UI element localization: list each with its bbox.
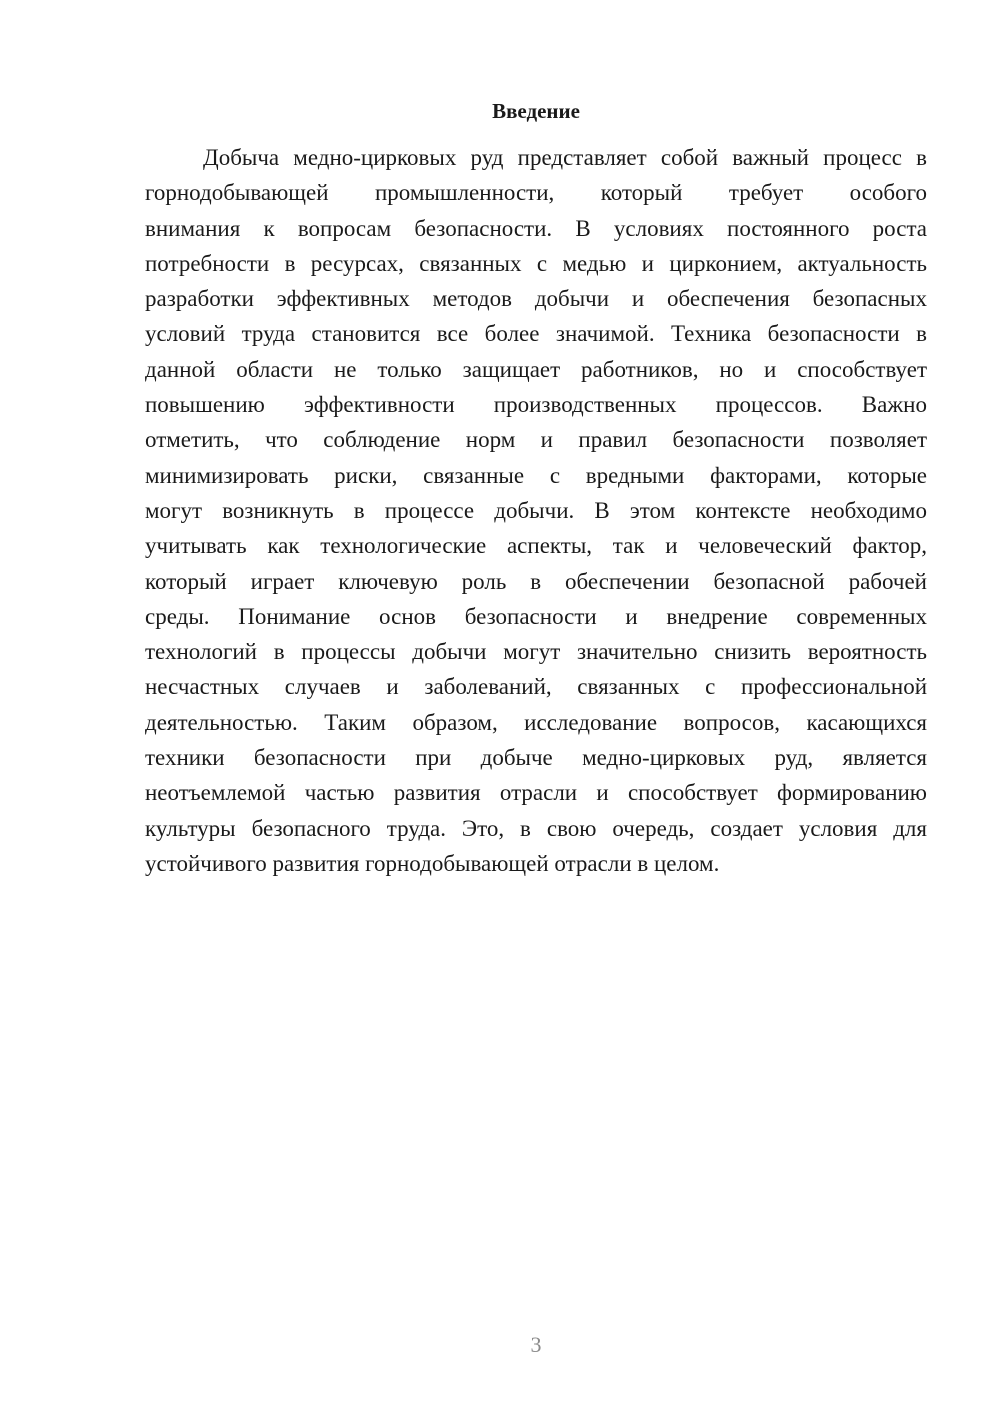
paragraph-line: культуры безопасного труда. Это, в свою очередь, создает условия для	[145, 815, 927, 841]
paragraph-line: могут возникнуть в процессе добычи. В этом контексте необходимо	[145, 497, 927, 523]
paragraph-line: устойчивого развития горнодобывающей отрасли в целом.	[145, 850, 720, 876]
paragraph-line: деятельностью. Таким образом, исследование вопросов, касающихся	[145, 709, 927, 735]
page-number: 3	[530, 1332, 542, 1357]
paragraph-line: технологий в процессы добычи могут значительно снизить вероятность	[145, 639, 927, 665]
paragraph-line: среды. Понимание основ безопасности и внедрение современных	[145, 603, 927, 629]
paragraph-line: минимизировать риски, связанные с вредными факторами, которые	[145, 462, 927, 488]
paragraph-line: потребности в ресурсах, связанных с медью и цирконием, актуальность	[145, 250, 927, 276]
paragraph-line: повышению эффективности производственных процессов. Важно	[145, 392, 927, 418]
paragraph-line: отметить, что соблюдение норм и правил безопасности позволяет	[145, 427, 927, 453]
paragraph-line: Добыча медно-цирковых руд представляет собой важный процесс в	[203, 145, 927, 170]
paragraph-line: учитывать как технологические аспекты, так и человеческий фактор,	[145, 533, 927, 559]
section-heading: Введение	[492, 99, 580, 123]
paragraph-line: разработки эффективных методов добычи и обеспечения безопасных	[145, 286, 927, 312]
paragraph-line: несчастных случаев и заболеваний, связанных с профессиональной	[145, 674, 927, 700]
paragraph-line: горнодобывающей промышленности, который требует особого	[145, 180, 927, 206]
paragraph-line: данной области не только защищает работников, но и способствует	[145, 356, 927, 382]
paragraph-line: внимания к вопросам безопасности. В условиях постоянного роста	[145, 215, 927, 241]
paragraph-line: техники безопасности при добыче медно-цирковых руд, является	[145, 745, 927, 771]
paragraph-line: условий труда становится все более значимой. Техника безопасности в	[145, 321, 927, 347]
introduction-paragraph	[145, 140, 927, 881]
paragraph-line: неотъемлемой частью развития отрасли и способствует формированию	[145, 780, 927, 806]
paragraph-line: который играет ключевую роль в обеспечении безопасной рабочей	[145, 568, 927, 594]
